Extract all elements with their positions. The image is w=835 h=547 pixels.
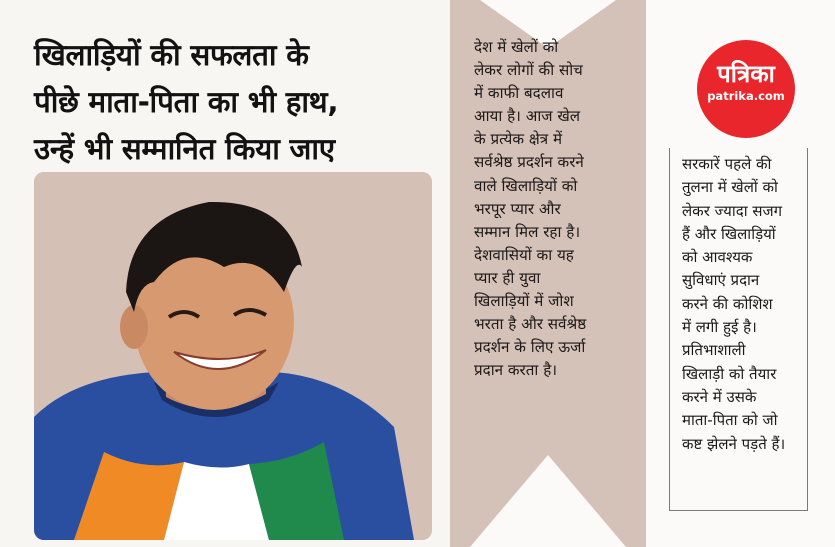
text-line: वाले खिलाड़ियों को	[474, 176, 578, 195]
text-line: में काफी बदलाव	[474, 84, 564, 103]
text-line: सर्वश्रेष्ठ प्रदर्शन करने	[474, 153, 584, 172]
text-line: तुलना में खेलों को	[682, 178, 778, 197]
text-line: भरपूर प्यार और	[474, 199, 561, 218]
text-line: प्यार ही युवा	[474, 268, 541, 287]
text-line: हैं और खिलाड़ियों	[682, 224, 776, 243]
text-line: खिलाड़ियों में जोश	[474, 292, 574, 311]
text-line: माता-पिता को जो	[682, 411, 778, 430]
right-column-text	[682, 153, 822, 456]
text-line: देश में खेलों को	[474, 38, 559, 56]
text-line: कष्ट झेलने पड़ते हैं।	[682, 434, 786, 453]
text-line: देशवासियों का यह	[474, 245, 574, 264]
text-line: में लगी हुई है।	[682, 318, 757, 337]
athlete-illustration	[34, 172, 432, 540]
text-line: को आवश्यक	[682, 248, 753, 267]
text-line: प्रतिभाशाली	[682, 341, 746, 360]
text-line: सुविधाएं प्रदान	[682, 271, 760, 290]
headline-line: पीछे माता-पिता का भी हाथ,	[34, 85, 339, 119]
logo-sub-text: patrika.com	[707, 89, 785, 103]
logo-main-text: पत्रिका	[717, 60, 775, 88]
text-line: करने में उसके	[682, 387, 757, 406]
middle-column-text	[474, 36, 644, 382]
text-line: प्रदान करता है।	[474, 361, 558, 380]
headline	[34, 32, 444, 173]
patrika-logo	[697, 40, 795, 138]
text-line: के प्रत्येक क्षेत्र में	[474, 130, 563, 149]
text-line: प्रदर्शन के लिए ऊर्जा	[474, 338, 586, 357]
headline-line: खिलाड़ियों की सफलता के	[34, 38, 309, 72]
text-line: करने की कोशिश	[682, 294, 773, 313]
text-line: भरता है और सर्वश्रेष्ठ	[474, 315, 587, 334]
text-line: खिलाड़ी को तैयार	[682, 364, 777, 383]
text-line: सम्मान मिल रहा है।	[474, 222, 581, 241]
text-line: लेकर लोगों की सोच	[474, 61, 583, 80]
text-line: लेकर ज्यादा सजग	[682, 201, 783, 220]
text-line: सरकारें पहले की	[682, 155, 772, 173]
headline-line: उन्हें भी सम्मानित किया जाए	[34, 132, 335, 166]
athlete-photo	[34, 172, 432, 540]
text-line: आया है। आज खेल	[474, 107, 581, 126]
